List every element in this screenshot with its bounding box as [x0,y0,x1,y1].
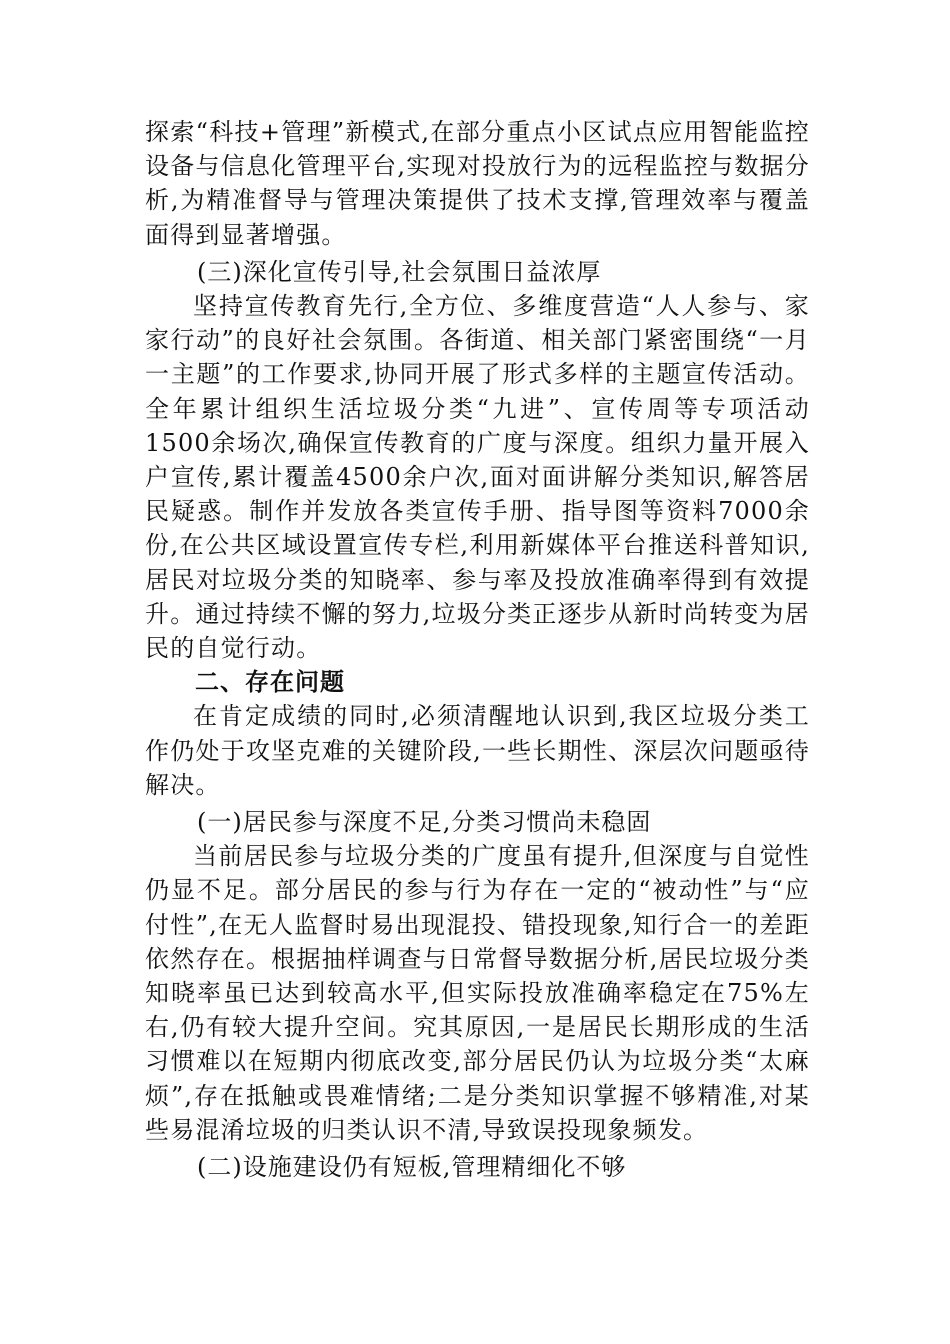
section-heading-publicity: (三)深化宣传引导,社会氛围日益浓厚 [197,257,602,286]
paragraph-problems-intro: 在肯定成绩的同时,必须清醒地认识到,我区垃圾分类工作仍处于攻坚克难的关键阶段,一些长期性、深层次问题亟待解决。 [145,702,810,799]
section-heading-resident-participation: (一)居民参与深度不足,分类习惯尚未稳固 [197,808,652,837]
paragraph-tech-management: 探索“科技+管理”新模式,在部分重点小区试点应用智能监控设备与信息化管理平台,实现对投放行为的远程监控与数据分析,为精准督导与管理决策提供了技术支撑,管理效率与覆盖面得到显著增强。 [145,118,810,249]
document-page [145,115,810,1184]
paragraph-publicity: 坚持宣传教育先行,全方位、多维度营造“人人参与、家家行动”的良好社会氛围。各街道、相关部门紧密围绕“一月一主题”的工作要求,协同开展了形式多样的主题宣传活动。全年累计组织生活垃圾分类“九进”、宣传周等专项活动1500余场次,确保宣传教育的广度与深度。组织力量开展入户宣传,累计覆盖4500余户次,面对面讲解分类知识,解答居民疑惑。制作并发放各类宣传手册、指导图等资料7000余份,在公共区域设置宣传专栏,利用新媒体平台推送科普知识,居民对垃圾分类的知晓率、参与率及投放准确率得到有效提升。通过持续不懈的努力,垃圾分类正逐步从新时尚转变为居民的自觉行动。 [145,292,810,663]
paragraph-resident-participation: 当前居民参与垃圾分类的广度虽有提升,但深度与自觉性仍显不足。部分居民的参与行为存在一定的“被动性”与“应付性”,在无人监督时易出现混投、错投现象,知行合一的差距依然存在。根据抽样调查与日常督导数据分析,居民垃圾分类知晓率虽已达到较高水平,但实际投放准确率稳定在75%左右,仍有较大提升空间。究其原因,一是居民长期形成的生活习惯难以在短期内彻底改变,部分居民仍认为垃圾分类“太麻烦”,存在抵触或畏难情绪;二是分类知识掌握不够精准,对某些易混淆垃圾的归类认识不清,导致误投现象频发。 [145,842,810,1144]
chapter-heading-problems: 二、存在问题 [195,668,345,697]
section-heading-facilities: (二)设施建设仍有短板,管理精细化不够 [197,1153,627,1182]
